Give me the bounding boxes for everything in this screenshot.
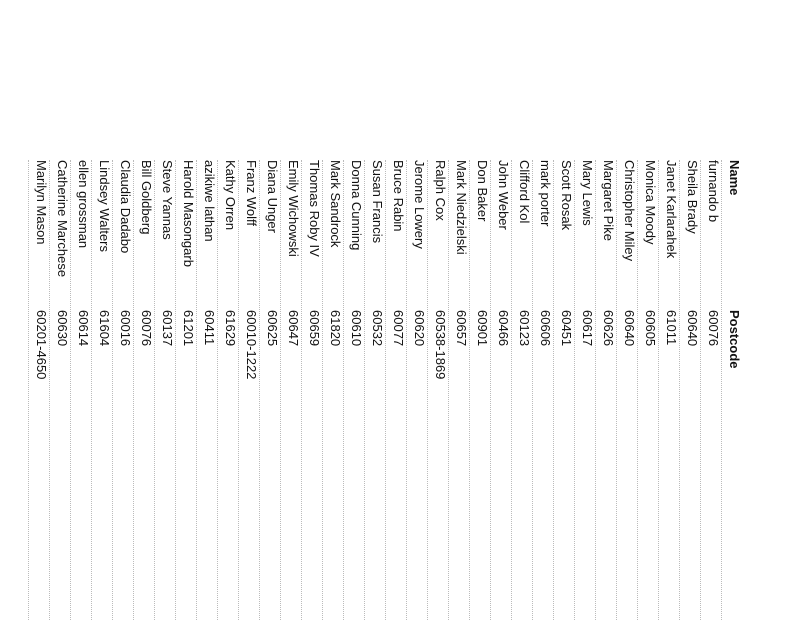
name-cell: Diana Unger [265,160,280,233]
name-cell: Thomas Roby IV [307,160,322,257]
table-row [301,160,322,620]
postcode-cell: 60626 [601,310,616,347]
postcode-cell: 60466 [496,310,511,347]
name-cell: Scott Rosak [559,160,574,231]
postcode-cell: 60640 [685,310,700,347]
postcode-cell: 60610 [349,310,364,347]
name-cell: John Weber [496,160,511,230]
header-postcode: Postcode [727,310,742,369]
table-row [112,160,133,620]
name-cell: Jerome Lowery [412,160,427,249]
postcode-cell: 61604 [97,310,112,347]
table-row [238,160,259,620]
table-row [574,160,595,620]
postcode-cell: 60625 [265,310,280,347]
postcode-cell: 60901 [475,310,490,347]
postcode-cell: 60532 [370,310,385,347]
contacts-table [28,160,742,620]
postcode-cell: 60647 [286,310,301,347]
table-row [679,160,700,620]
table-row [553,160,574,620]
table-row [637,160,658,620]
table-row [364,160,385,620]
postcode-cell: 60411 [202,310,217,346]
postcode-cell: 60640 [622,310,637,347]
name-cell: mark porter [538,160,553,227]
name-cell: Margaret Pike [601,160,616,241]
postcode-cell: 61629 [223,310,238,347]
table-row [217,160,238,620]
header-name: Name [727,160,742,196]
table-row [448,160,469,620]
name-cell: Marilyn Mason [34,160,49,245]
table-row [154,160,175,620]
name-cell: Christopher Miley [622,160,637,262]
name-cell: Donna Cunning [349,160,364,251]
postcode-cell: 61820 [328,310,343,347]
table-row [28,160,49,620]
name-cell: Mark Niedzielski [454,160,469,255]
postcode-cell: 60077 [391,310,406,347]
table-row [658,160,679,620]
table-header [721,160,742,620]
table-row [280,160,301,620]
table-row [427,160,448,620]
table-row [175,160,196,620]
postcode-cell: 60538-1869 [433,310,448,380]
postcode-cell: 60617 [580,310,595,347]
name-cell: furnando b [706,160,721,223]
table-row [616,160,637,620]
postcode-cell: 60630 [55,310,70,347]
name-cell: Catherine Marchese [55,160,70,278]
name-cell: Harold Masongarb [181,160,196,267]
postcode-cell: 60606 [538,310,553,347]
name-cell: Bill Goldberg [139,160,154,235]
table-row [595,160,616,620]
name-cell: Clifford Kol [517,160,532,224]
name-cell: Mark Sandrock [328,160,343,248]
name-cell: Emily Wichowski [286,160,301,257]
name-cell: azikiwe lathan [202,160,217,242]
table-row [700,160,721,620]
name-cell: Janet Karlarahek [664,160,679,259]
name-cell: Steve Yannas [160,160,175,240]
name-cell: Susan Francis [370,160,385,244]
postcode-cell: 60123 [517,310,532,347]
postcode-cell: 60016 [118,310,133,347]
table-row [385,160,406,620]
name-cell: Mary Lewis [580,160,595,226]
postcode-cell: 60137 [160,310,175,347]
postcode-cell: 61201 [181,310,196,347]
name-cell: ellen grossman [76,160,91,249]
table-row [490,160,511,620]
postcode-cell: 60620 [412,310,427,347]
postcode-cell: 60605 [643,310,658,347]
table-row [511,160,532,620]
table-row [343,160,364,620]
postcode-cell: 60010-1222 [244,310,259,380]
table-row [532,160,553,620]
postcode-cell: 60657 [454,310,469,347]
name-cell: Franz Wolff [244,160,259,226]
table-row [91,160,112,620]
name-cell: Don Baker [475,160,490,222]
table-row [196,160,217,620]
table-body [28,160,721,620]
table-row [406,160,427,620]
postcode-cell: 60614 [76,310,91,347]
table-row [49,160,70,620]
name-cell: Ralph Cox [433,160,448,221]
name-cell: Lindsey Walters [97,160,112,252]
table-row [322,160,343,620]
name-cell: Bruce Rabin [391,160,406,232]
postcode-cell: 60659 [307,310,322,347]
name-cell: Sheila Brady [685,160,700,234]
name-cell: Claudia Dadabo [118,160,133,254]
table-row [469,160,490,620]
postcode-cell: 60076 [706,310,721,347]
table-row [133,160,154,620]
postcode-cell: 60076 [139,310,154,347]
table-row [70,160,91,620]
name-cell: Kathy Orren [223,160,238,231]
postcode-cell: 61011 [664,310,679,346]
postcode-cell: 60451 [559,310,574,347]
name-cell: Monica Moody [643,160,658,245]
table-row [259,160,280,620]
postcode-cell: 60201-4650 [34,310,49,380]
